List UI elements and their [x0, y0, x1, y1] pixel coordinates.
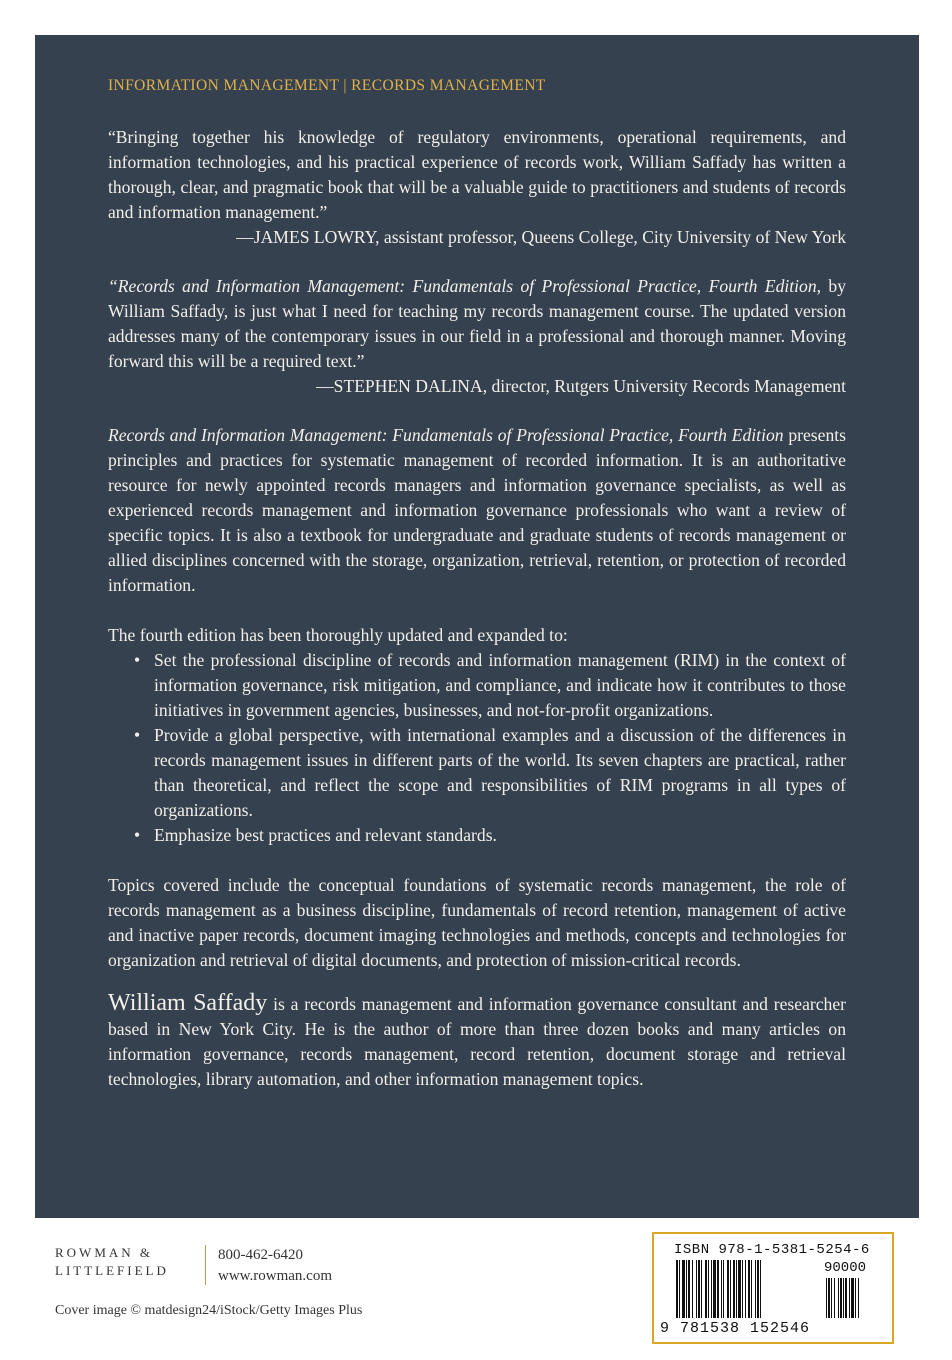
publisher-logo-line1: ROWMAN & — [55, 1245, 154, 1260]
barcode-bar — [705, 1260, 707, 1318]
publisher-logo-line2: LITTLEFIELD — [55, 1263, 169, 1278]
author-bio-text: is a records management and information governance consultant and researcher based in New York City. He is the author of more than three dozen books and many articles on information governance, records management, record retention, document storage and retrieval technologies, library automation, and other information management topics. — [108, 994, 847, 1089]
publisher-website[interactable]: www.rowman.com — [218, 1268, 333, 1284]
barcode-addon-bar — [845, 1278, 847, 1318]
author-bio — [108, 991, 846, 1092]
barcode-bar — [692, 1260, 693, 1318]
barcode-bar — [686, 1260, 687, 1318]
barcode-bar — [745, 1260, 746, 1318]
feature-item: • Emphasize best practices and relevant standards. — [108, 823, 846, 848]
barcode-bar — [676, 1260, 678, 1318]
cover-image-credit: Cover image © matdesign24/iStock/Getty Images Plus — [55, 1303, 363, 1318]
category-label: INFORMATION MANAGEMENT | RECORDS MANAGEMENT — [108, 77, 546, 94]
barcode-bar — [701, 1260, 702, 1318]
barcode-bar — [727, 1260, 729, 1318]
barcode-bar — [738, 1260, 741, 1318]
topics-covered: Topics covered include the conceptual foundations of systematic records management, the role of records management as a business discipline, fundamentals of record retention, management of active and inactive paper records, document imaging technologies and methods, concepts and technologies for organization and retrieval of digital documents, and protection of mission-critical records. — [108, 875, 846, 970]
barcode-bar — [755, 1260, 756, 1318]
quote-dalina-book-title: “Records and Information Management: Fundamentals of Professional Practice, Fourth Edition — [108, 276, 817, 296]
barcode-addon-bar — [855, 1278, 856, 1318]
quote-lowry: “Bringing together his knowledge of regulatory environments, operational requirements, and information technologies, and his practical experience of records work, William Saffady has written a thorough, clear, and pragmatic book that will be a valuable guide to practitioners and students of records and information management.” — [108, 127, 846, 222]
barcode-addon-bar — [831, 1278, 832, 1318]
publisher-logo — [55, 1245, 205, 1279]
barcode-bar — [730, 1260, 731, 1318]
isbn-barcode — [652, 1232, 894, 1344]
author-name: William Saffady — [108, 990, 268, 1016]
quote-dalina-text: , by William Saffady, is just what I need for teaching my records management course. The updated version addresses many of the contemporary issues in our field in a professional and thorough manner. Moving forward this will be a required text.” — [108, 276, 847, 371]
barcode-bar — [682, 1260, 685, 1318]
barcode-bar — [742, 1260, 743, 1318]
barcode-bar — [679, 1260, 680, 1318]
barcode-bar — [736, 1260, 737, 1318]
barcode-bar — [721, 1260, 722, 1318]
feature-item: • Set the professional discipline of records and information management (RIM) in the context of information governance, risk mitigation, and compliance, and indicate how it contributes to those initiatives in government agencies, businesses, and not-for-profit organizations. — [108, 648, 846, 723]
publisher-phone: 800-462-6420 — [218, 1247, 303, 1263]
barcode-bar — [757, 1260, 759, 1318]
barcode-bar — [760, 1260, 761, 1318]
publisher-contact — [218, 1245, 332, 1287]
footer-divider — [205, 1245, 206, 1285]
barcode-addon-bar — [849, 1278, 850, 1318]
quote-dalina-attribution: —STEPHEN DALINA, director, Rutgers University Records Management — [316, 376, 846, 396]
quote-lowry-attribution: —JAMES LOWRY, assistant professor, Queens College, City University of New York — [236, 227, 846, 247]
back-cover-panel — [35, 35, 919, 1218]
quote-dalina — [108, 274, 846, 374]
barcode-addon-number: 90000 — [824, 1260, 867, 1276]
barcode-bar — [751, 1260, 752, 1318]
barcode-bar — [717, 1260, 719, 1318]
barcode-bar — [696, 1260, 697, 1318]
book-description — [108, 423, 846, 598]
features-intro: The fourth edition has been thoroughly updated and expanded to: — [108, 625, 568, 645]
barcode-bar — [711, 1260, 712, 1318]
book-description-title: Records and Information Management: Fundamentals of Professional Practice, Fourth Edition — [108, 425, 784, 445]
barcode-bar — [708, 1260, 709, 1318]
barcode-addon-bar — [828, 1278, 830, 1318]
barcode-ean-number: 9 781538 152546 — [660, 1320, 811, 1337]
barcode-bar — [748, 1260, 750, 1318]
isbn-number: ISBN 978-1-5381-5254-6 — [674, 1242, 870, 1258]
barcode-addon-bar — [840, 1278, 842, 1318]
barcode-addon-bar — [851, 1278, 854, 1318]
barcode-addon-bar — [858, 1278, 859, 1318]
feature-item: • Provide a global perspective, with international examples and a discussion of the differences in records management issues in different parts of the world. Its seven chapters are practical, rather than theoretical, and reflect the scope and responsibilities of RIM programs in all types of organizations. — [108, 723, 846, 823]
book-description-text: presents principles and practices for systematic management of recorded information. It is an authoritative resource for newly appointed records managers and information governance specialists, as well as experienced records management and information governance professionals who want a review of specific topics. It is also a textbook for undergraduate and graduate students of records management or allied disciplines concerned with the storage, organization, retrieval, retention, or protection of recorded information. — [108, 425, 846, 595]
barcode-bar — [688, 1260, 690, 1318]
barcode-addon-bar — [826, 1278, 827, 1318]
features-list — [108, 648, 846, 848]
barcode-bar — [698, 1260, 700, 1318]
barcode-addon-bar — [838, 1278, 839, 1318]
barcode-addon-bar — [834, 1278, 835, 1318]
barcode-bar — [723, 1260, 724, 1318]
barcode-bar — [713, 1260, 716, 1318]
barcode-bar — [733, 1260, 735, 1318]
barcode-addon-bar — [843, 1278, 844, 1318]
